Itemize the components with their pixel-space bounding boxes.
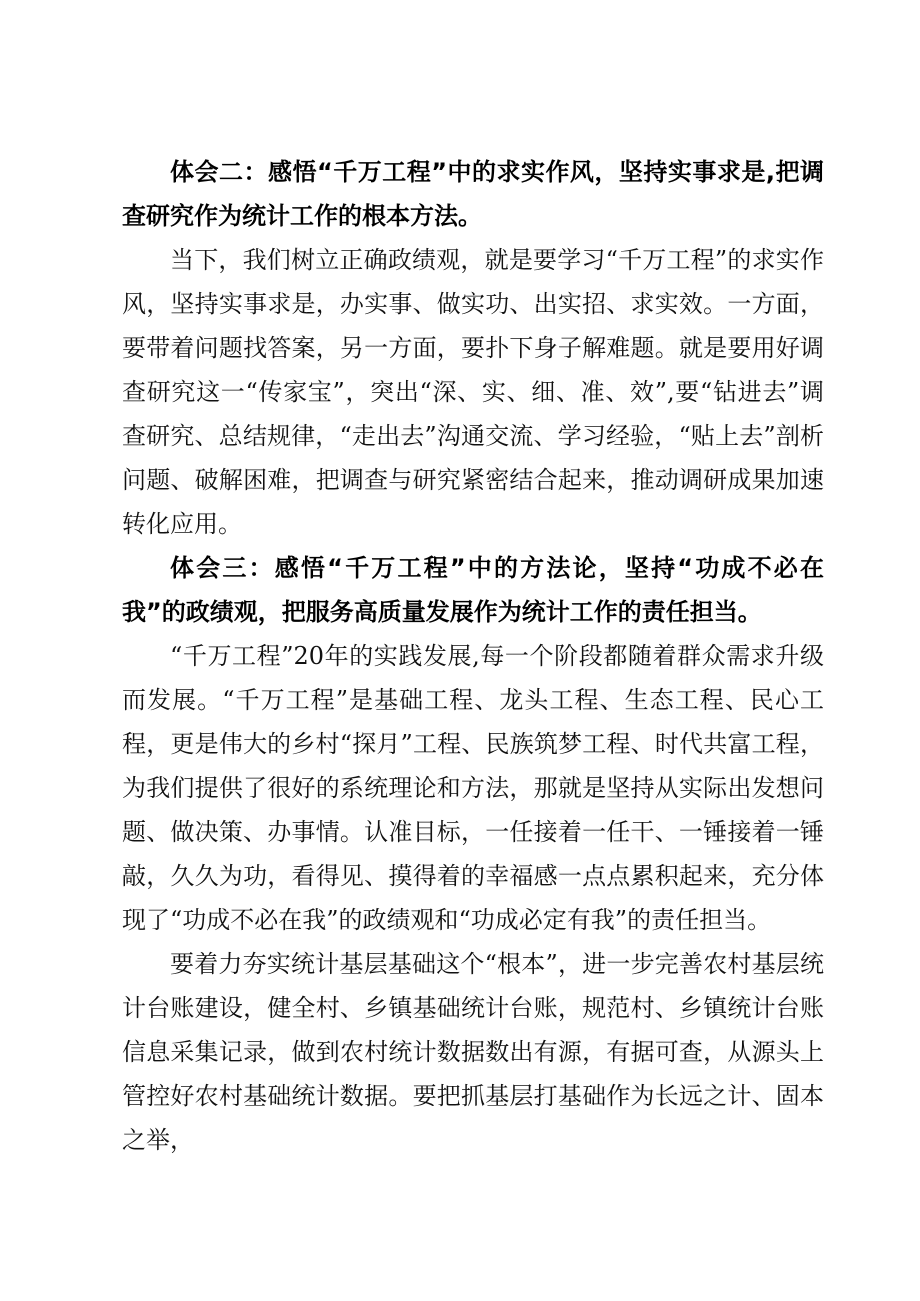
body-paragraph-3: 要着力夯实统计基层基础这个“根本”，进一步完善农村基层统计台账建设，健全村、乡镇基础统计台账，规范村、乡镇统计台账信息采集记录，做到农村统计数据数出有源，有据可查，从源头上管控好农村基础统计数据。要把抓基层打基础作为长远之计、固本之举， [122, 950, 824, 1154]
section-heading-2: 体会二：感悟“千万工程”中的求实作风，坚持实事求是,把调查研究作为统计工作的根本方法。 [122, 158, 824, 230]
body-paragraph-1: 当下，我们树立正确政绩观，就是要学习“千万工程”的求实作风，坚持实事求是，办实事、做实功、出实招、求实效。一方面，要带着问题找答案，另一方面，要扑下身子解难题。就是要用好调查研究这一“传家宝”，突出“深、实、细、准、效”,要“钻进去”调查研究、总结规律，“走出去”沟通交流、学习经验，“贴上去”剖析问题、破解困难，把调查与研究紧密结合起来，推动调研成果加速转化应用。 [122, 246, 824, 538]
section-heading-3: 体会三：感悟“千万工程”中的方法论，坚持“功成不必在我”的政绩观，把服务高质量发展作为统计工作的责任担当。 [122, 554, 824, 626]
body-paragraph-2: “千万工程”20年的实践发展,每一个阶段都随着群众需求升级而发展。“千万工程”是基础工程、龙头工程、生态工程、民心工程，更是伟大的乡村“探月”工程、民族筑梦工程、时代共富工程，为我们提供了很好的系统理论和方法，那就是坚持从实际出发想问题、做决策、办事情。认准目标，一任接着一任干、一锤接着一锤敲，久久为功，看得见、摸得着的幸福感一点点累积起来，充分体现了“功成不必在我”的政绩观和“功成必定有我”的责任担当。 [122, 642, 824, 934]
document-body [122, 150, 824, 1162]
